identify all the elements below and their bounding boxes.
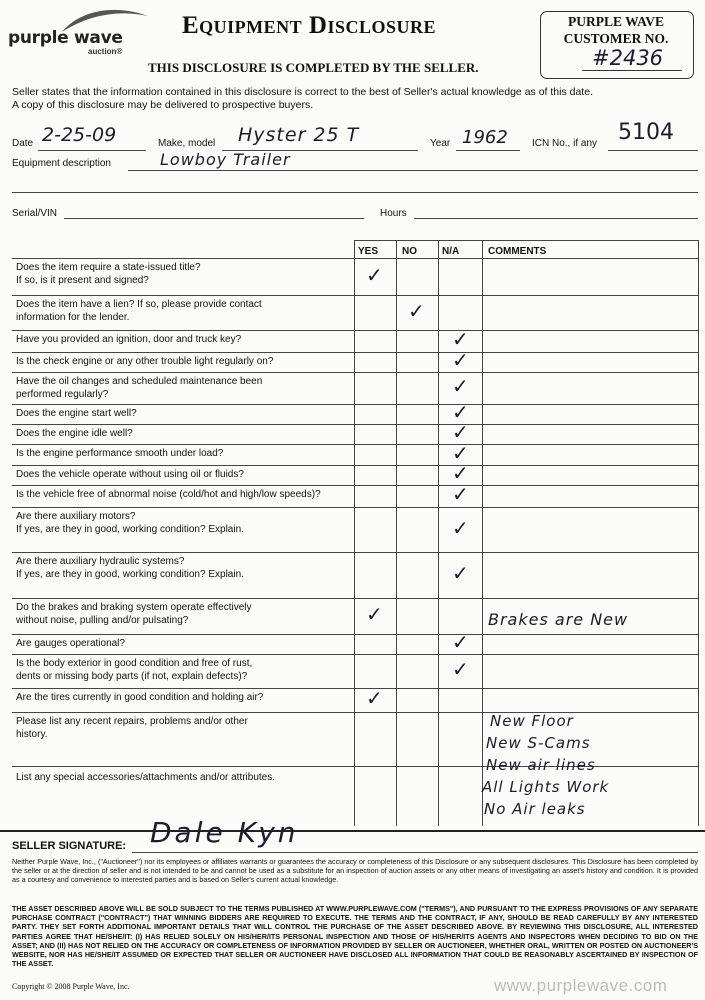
question-row (16, 448, 352, 461)
repair-note: New S-Cams (486, 734, 591, 752)
question-row (16, 692, 352, 705)
copyright-text: Copyright © 2008 Purple Wave, Inc. (12, 982, 130, 991)
make-model-label: Make, model (158, 138, 216, 149)
question-row (16, 262, 352, 287)
icn-field[interactable]: 5104 (618, 120, 674, 145)
check-mark-na[interactable]: ✓ (452, 515, 469, 540)
question-text: Does the engine idle well? (16, 428, 133, 439)
legal-terms-text: THE ASSET DESCRIBED ABOVE WILL BE SOLD SUBJECT TO THE TERMS PUBLISHED AT WWW.PURPLEWAVE.COM ("TERMS"), AND PURSUANT TO THE EXPRESS PROVISIONS OF ANY SEPARATE PURCHASE CONTRACT ("CONTRACT") THAT WINNING BIDDERS ARE REQUIRED TO EXECUTE. THE TERMS AND THE CONTRACT, IF ANY, SHOULD BE READ CAREFULLY BY ANY INTERESTED PARTY. THEY SET FORTH ADDITIONAL IMPORTANT DETAILS THAT WILL CONTROL THE PURCHASE OF THE ASSET DESCRIBED ABOVE. BY REVIEWING THIS DISCLOSURE, ALL INTERESTED PARTIES AGREE THAT HE/SHE/IT: (I) HAS RELIED SOLELY ON HIS/HER/ITS PERSONAL INSPECTION AND THOSE OF HIS/HER/ITS AGENTS AND INSPECTORS WHEN DECIDING TO BID ON THE ASSET; AND (II) HAS NOT RELIED ON THE ACCURACY OR COMPLETENESS OF INFORMATION PROVIDED BY SELLER OR AUCTIONEER, WHETHER ORAL, WRITTEN OR POSTED ON AUCTIONEER'S WEBSITE, NOR HAS HE/SHE/IT ASSUMED OR EXPECTED THAT SELLER OR AUCTIONEER HAVE DISCLOSED ALL INFORMATION THAT COULD BE REASONABLY ASCERTAINED BY INSPECTION OF THE ASSET. (12, 904, 698, 969)
question-row (16, 356, 352, 369)
question-text: performed regularly? (16, 388, 109, 400)
question-row (16, 511, 352, 536)
question-text: Does the vehicle operate without using oil or fluids? (16, 469, 244, 480)
check-mark-na[interactable]: ✓ (452, 374, 469, 398)
check-mark-na[interactable]: ✓ (452, 400, 469, 424)
question-row (16, 334, 352, 347)
serial-vin-field[interactable] (64, 204, 364, 218)
question-text: information for the lender. (16, 311, 130, 323)
serial-vin-label: Serial/VIN (12, 208, 58, 219)
column-na: N/A (442, 246, 460, 257)
check-mark-na[interactable]: ✓ (452, 630, 469, 654)
question-row (16, 428, 352, 441)
logo-subtext: auction® (88, 47, 123, 56)
check-mark-na[interactable]: ✓ (452, 461, 469, 485)
question-text: Is the engine performance smooth under load? (16, 448, 224, 459)
check-mark-no[interactable]: ✓ (408, 298, 425, 323)
question-text: Do the brakes and braking system operate effectively (16, 602, 252, 613)
question-row (16, 556, 352, 581)
question-row (16, 638, 352, 651)
check-mark-yes[interactable]: ✓ (366, 686, 383, 710)
check-mark-na[interactable]: ✓ (452, 327, 469, 351)
question-text: Are the tires currently in good condition and holding air? (16, 692, 264, 703)
question-text: Does the item require a state-issued title? (16, 262, 201, 273)
accessories-question: List any special accessories/attachments and/or attributes. (16, 772, 276, 783)
question-row (16, 408, 352, 421)
row-comment[interactable]: Brakes are New (488, 610, 629, 629)
question-text: Is the body exterior in good condition and free of rust, (16, 658, 253, 669)
question-text: without noise, pulling and/or pulsating? (16, 614, 189, 626)
equipment-description-field[interactable]: Lowboy Trailer (160, 150, 291, 169)
seller-signature[interactable]: Dale Kyn (150, 816, 299, 849)
question-text: Is the vehicle free of abnormal noise (cold/hot and high/low speeds)? (16, 489, 321, 500)
question-text: Please list any recent repairs, problems and/or other (16, 716, 248, 727)
column-comments: COMMENTS (488, 246, 547, 257)
question-text: Have you provided an ignition, door and truck key? (16, 334, 242, 345)
date-field[interactable]: 2-25-09 (42, 124, 117, 146)
question-text: dents or missing body parts (if not, explain defects)? (16, 670, 248, 682)
page-subtitle: THIS DISCLOSURE IS COMPLETED BY THE SELLER. (148, 60, 479, 75)
check-mark-yes[interactable]: ✓ (366, 262, 383, 287)
repair-note: New Floor (490, 712, 574, 730)
question-row (16, 469, 352, 482)
column-no: NO (402, 246, 417, 257)
question-text: If yes, are they in good, working condition? Explain. (16, 568, 244, 580)
disclaimer-text: Neither Purple Wave, Inc., ("Auctioneer") nor its employees or affiliates warrants or guarantees the accuracy or completeness of this Disclosure or any subsequent disclosures. This Disclosure has been completed by the seller or at the direction of seller and is not intended to be and cannot be used as a substitute for an inspection of auction assets or any other means of investigating an asset's history and condition. It is provided as a courtesy and convenience to interested parties and is based on Seller's current actual knowledge. (12, 857, 698, 884)
customer-number-value[interactable]: #2436 (592, 46, 664, 70)
repair-note: All Lights Work (482, 778, 610, 796)
year-label: Year (430, 138, 451, 149)
question-row (16, 489, 352, 502)
question-text: Are gauges operational? (16, 638, 125, 649)
repairs-question (16, 716, 352, 741)
question-text: Are there auxiliary hydraulic systems? (16, 556, 185, 567)
question-text: Have the oil changes and scheduled maintenance been (16, 376, 263, 387)
check-mark-na[interactable]: ✓ (452, 657, 469, 681)
hours-field[interactable] (414, 204, 698, 218)
signature-label: SELLER SIGNATURE: (12, 840, 127, 852)
question-text: Are there auxiliary motors? (16, 511, 136, 522)
question-row (16, 602, 352, 627)
customer-label-line1: PURPLE WAVE (568, 14, 664, 29)
question-row (16, 658, 352, 683)
year-field[interactable]: 1962 (462, 127, 508, 148)
website-watermark[interactable]: www.purplewave.com (494, 976, 668, 995)
logo-text: purple wave (8, 28, 123, 48)
statement-line-2: A copy of this disclosure may be delivered to prospective buyers. (12, 99, 314, 111)
check-mark-na[interactable]: ✓ (452, 348, 469, 372)
question-text: history. (16, 728, 48, 740)
question-row (16, 299, 352, 324)
icn-label: ICN No., if any (532, 138, 598, 149)
column-yes: YES (358, 246, 379, 257)
check-mark-na[interactable]: ✓ (452, 561, 469, 585)
question-text: If yes, are they in good, working condition? Explain. (16, 523, 244, 535)
question-row (16, 376, 352, 401)
question-text: If so, is it present and signed? (16, 274, 149, 286)
check-mark-na[interactable]: ✓ (452, 440, 469, 465)
date-label: Date (12, 138, 34, 149)
make-model-field[interactable]: Hyster 25 T (238, 124, 360, 146)
hours-label: Hours (380, 208, 407, 219)
question-text: Is the check engine or any other trouble light regularly on? (16, 356, 274, 367)
check-mark-yes[interactable]: ✓ (366, 602, 383, 626)
repair-note: No Air leaks (484, 800, 586, 818)
question-text: Does the item have a lien? If so, please provide contact (16, 299, 262, 310)
check-mark-na[interactable]: ✓ (452, 482, 469, 506)
repair-note: New air lines (486, 756, 596, 774)
check-mark-na[interactable]: ✓ (452, 420, 469, 444)
statement-line-1: Seller states that the information contained in this disclosure is correct to the best of Seller's actual knowledge as of this date. (12, 86, 593, 98)
seller-statement (12, 86, 702, 112)
question-text: Does the engine start well? (16, 408, 137, 419)
equipment-description-label: Equipment description (12, 158, 111, 169)
page-title: Equipment Disclosure (182, 12, 437, 39)
repair-notes[interactable] (482, 712, 696, 822)
customer-label-line2: CUSTOMER NO. (563, 31, 669, 46)
